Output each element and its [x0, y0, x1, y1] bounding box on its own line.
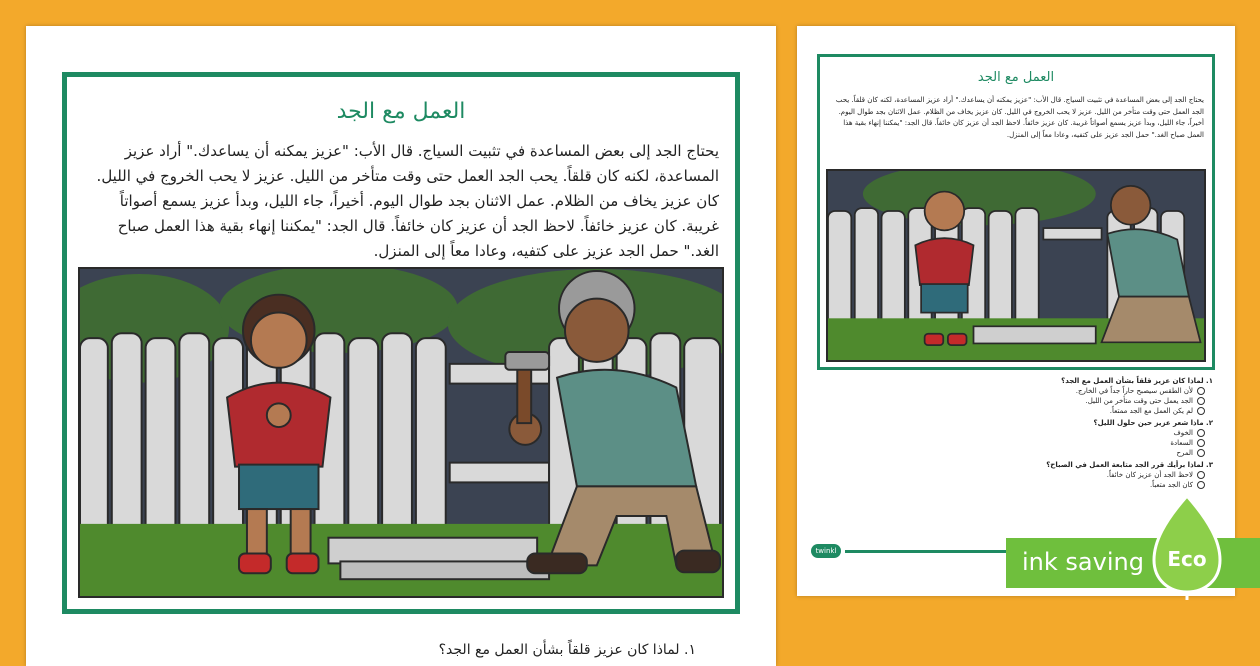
radio-icon[interactable]: [1197, 429, 1205, 437]
story-text: يحتاج الجد إلى بعض المساعدة في تثبيت السياج. قال الأب: "عزيز يمكنه أن يساعدك." أراد عزيز المساعدة، لكنه كان قلقاً. يحب الجد العمل حتى وقت متأخر من الليل. عزيز لا يحب الخروج في الليل. كان عزيز يخاف من الظلام. عمل الاثنان بجد طوال اليوم. أخيراً، جاء الليل، وبدأ عزيز يسمع أصواتاً غريبة. كان عزيز خائفاً. لاحظ الجد أن عزيز كان خائفاً. قال الجد: "يمكننا إنهاء بقية هذا العمل صباح الغد." حمل الجد عزيز على كتفيه، وعادا معاً إلى المنزل.: [96, 142, 719, 260]
option-label: السعادة: [1170, 439, 1193, 447]
worksheet-frame-small: [817, 54, 1215, 370]
option-label: لم يكن العمل مع الجد ممتعاً.: [1109, 407, 1193, 415]
answer-option[interactable]: [817, 438, 1213, 448]
option-label: المرح: [1176, 449, 1193, 457]
radio-icon[interactable]: [1197, 439, 1205, 447]
story-illustration: [78, 267, 724, 598]
option-label: لأن الطقس سيصبح حاراً جداً في الخارج.: [1075, 387, 1193, 395]
answer-option[interactable]: [817, 406, 1213, 416]
worksheet-title-small: العمل مع الجد: [977, 70, 1055, 85]
option-label: لاحظ الجد أن عزيز كان خائفاً.: [1106, 471, 1193, 479]
question-1: ١. لماذا كان عزيز قلقاً بشأن العمل مع الجد؟: [1061, 377, 1213, 385]
option-label: كان الجد متعباً.: [1149, 481, 1193, 489]
radio-icon[interactable]: [1197, 449, 1205, 457]
fence-scene-image: [80, 269, 722, 596]
answer-option[interactable]: [817, 396, 1213, 406]
radio-icon[interactable]: [1197, 481, 1205, 489]
radio-icon[interactable]: [1197, 387, 1205, 395]
questions-list: [817, 374, 1213, 490]
twinkl-logo: twinkl: [811, 544, 841, 558]
answer-option[interactable]: [817, 470, 1213, 480]
radio-icon[interactable]: [1197, 407, 1205, 415]
answer-option[interactable]: [817, 428, 1213, 438]
worksheet-title: العمل مع الجد: [336, 99, 466, 124]
answer-option[interactable]: [817, 386, 1213, 396]
question-3: ٣. لماذا برأيك قرر الجد متابعة العمل في الصباح؟: [1046, 461, 1213, 469]
answer-option[interactable]: [817, 448, 1213, 458]
story-illustration-small: [826, 169, 1206, 362]
eco-label: Eco: [1167, 547, 1207, 571]
question-2: ٢. ماذا شعر عزيز حين حلول الليل؟: [1093, 419, 1213, 427]
radio-icon[interactable]: [1197, 397, 1205, 405]
option-label: الخوف: [1173, 429, 1193, 437]
answer-option[interactable]: [817, 480, 1213, 490]
eco-leaf-icon: [1150, 492, 1224, 602]
radio-icon[interactable]: [1197, 471, 1205, 479]
story-text-small: يحتاج الجد إلى بعض المساعدة في تثبيت السياج. قال الأب: "عزيز يمكنه أن يساعدك." أراد عزيز المساعدة، لكنه كان قلقاً. يحب الجد العمل حتى وقت متأخر من الليل. عزيز لا يحب الخروج في الليل. كان عزيز يخاف من الظلام. عمل الاثنان بجد طوال اليوم. أخيراً، جاء الليل، وبدأ عزيز يسمع أصواتاً غريبة. كان عزيز خائفاً. لاحظ الجد أن عزيز كان خائفاً. قال الجد: "يمكننا إنهاء بقية هذا العمل صباح الغد." حمل الجد عزيز على كتفيه، وعادا معاً إلى المنزل.: [835, 96, 1204, 139]
question-1-text: ١. لماذا كان عزيز قلقاً بشأن العمل مع الجد؟: [438, 642, 696, 658]
fence-scene-image-small: [828, 171, 1204, 360]
option-label: الجد يعمل حتى وقت متأخر من الليل.: [1085, 397, 1193, 405]
ink-saving-label: ink saving: [1022, 548, 1144, 576]
worksheet-frame: [62, 72, 740, 614]
worksheet-page-left: [26, 26, 776, 666]
